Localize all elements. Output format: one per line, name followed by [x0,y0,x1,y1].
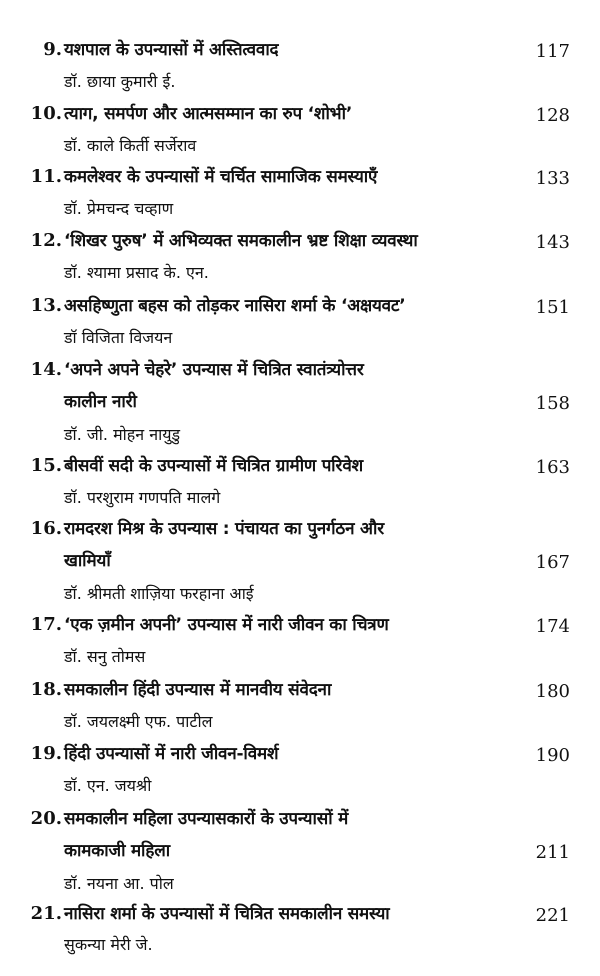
entry-author: डॉ. जयलक्ष्मी एफ. पाटील [64,712,213,731]
entry-page: 167 [535,552,570,573]
entry-title-continued: कालीन नारी [64,392,137,412]
entry-title: यशपाल के उपन्यासों में अस्तित्ववाद [64,40,279,60]
entry-page: 143 [535,232,570,253]
entry-page: 158 [535,393,570,414]
entry-author: डॉ. एन. जयश्री [64,776,152,795]
entry-author: डॉ. काले किर्ती सर्जेराव [64,136,197,155]
entry-author: डॉ विजिता विजयन [64,328,173,347]
entry-title: नासिरा शर्मा के उपन्यासों में चित्रित समकालीन समस्या [64,904,390,924]
entry-page: 221 [535,905,570,926]
entry-number: 19. [30,743,62,764]
entry-number: 17. [30,614,62,635]
entry-page: 163 [535,457,570,478]
entry-number: 21. [30,903,62,924]
entry-author: डॉ. सनु तोमस [64,647,146,666]
entry-title: कमलेश्वर के उपन्यासों में चर्चित सामाजिक समस्याएँ [64,167,378,187]
entry-number: 20. [30,808,62,829]
entry-number: 16. [30,518,62,539]
entry-author: डॉ. श्रीमती शाज़िया फरहाना आई [64,584,254,603]
entry-title: हिंदी उपन्यासों में नारी जीवन-विमर्श [64,744,279,764]
entry-title-continued: खामियाँ [64,551,111,571]
entry-author: डॉ. परशुराम गणपति मालगे [64,488,221,507]
entry-page: 133 [535,168,570,189]
entry-title: रामदरश मिश्र के उपन्यास : पंचायत का पुनर्गठन और [64,519,384,539]
entry-number: 18. [30,679,62,700]
entry-author: डॉ. श्यामा प्रसाद के. एन. [64,263,209,282]
entry-page: 211 [535,842,570,863]
entry-title: बीसवीं सदी के उपन्यासों में चित्रित ग्रामीण परिवेश [64,456,363,476]
entry-number: 10. [30,103,62,124]
entry-title: त्याग, समर्पण और आत्मसम्मान का रुप ‘शोभी’ [64,104,353,124]
entry-title-continued: कामकाजी महिला [64,841,170,861]
entry-author: सुकन्या मेरी जे. [64,935,153,954]
entry-title: ‘अपने अपने चेहरे’ उपन्यास में चित्रित स्वातंत्र्योत्तर [64,360,364,380]
entry-title: असहिष्णुता बहस को तोड़कर नासिरा शर्मा के ‘अक्षयवट’ [64,296,406,316]
entry-number: 14. [30,359,62,380]
entry-author: डॉ. जी. मोहन नायुडु [64,425,181,444]
entry-number: 13. [30,295,62,316]
entry-page: 117 [535,41,570,62]
entry-title: ‘एक ज़मीन अपनी’ उपन्यास में नारी जीवन का चित्रण [64,615,389,635]
entry-page: 190 [535,745,570,766]
entry-page: 180 [535,681,570,702]
entry-page: 174 [535,616,570,637]
entry-author: डॉ. छाया कुमारी ई. [64,72,176,91]
entry-page: 128 [535,105,570,126]
entry-number: 9. [43,39,62,60]
entry-number: 15. [30,455,62,476]
entry-page: 151 [535,297,570,318]
entry-title: समकालीन हिंदी उपन्यास में मानवीय संवेदना [64,680,332,700]
entry-number: 12. [30,230,62,251]
entry-author: डॉ. प्रेमचन्द चव्हाण [64,199,174,218]
entry-title: समकालीन महिला उपन्यासकारों के उपन्यासों में [64,809,349,829]
entry-author: डॉ. नयना आ. पोल [64,874,174,893]
entry-number: 11. [30,166,62,187]
entry-title: ‘शिखर पुरुष’ में अभिव्यक्त समकालीन भ्रष्ट शिक्षा व्यवस्था [64,231,418,251]
